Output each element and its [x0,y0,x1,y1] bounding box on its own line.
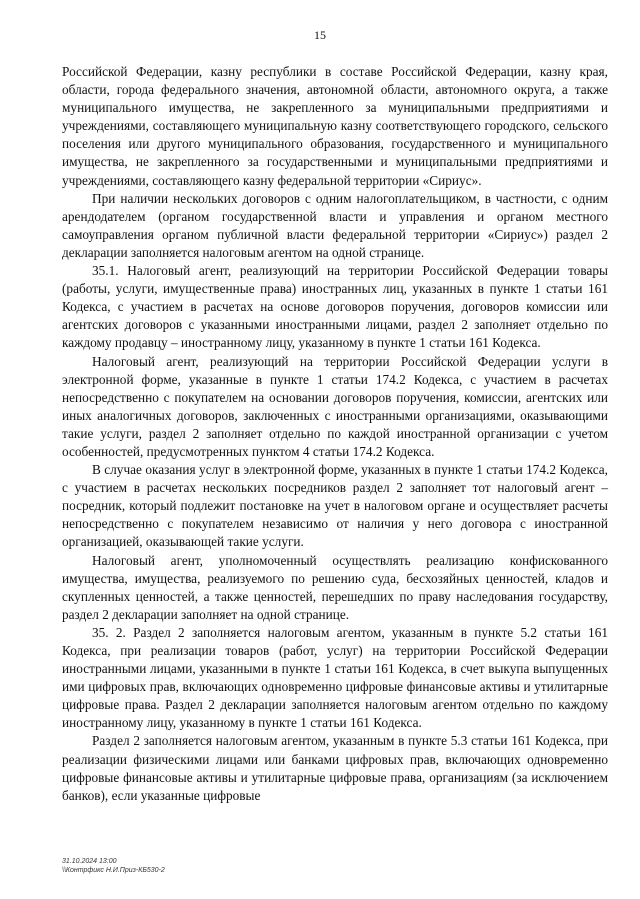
paragraph-1: При наличии нескольких договоров с одним налогоплательщиком, в частности, с одним арендодателем (органом государственной власти и управления и органом местного самоуправления органом публичной власти федеральной территории «Сириус») раздел 2 декларации заполняется налоговым агентом на одной странице. [62,190,608,260]
footer-timestamp: 31.10.2024 13:00 [62,858,117,865]
paragraph-4: В случае оказания услуг в электронной форме, указанных в пункте 1 статьи 174.2 Кодекса, с участием в расчетах нескольких посредников раздел 2 заполняет тот налоговый агент – посредник, который подлежит постановке на учет в налоговом органе и осуществляет расчеты непосредственно с покупателем независимо от наличия у него договора с иностранной организацией, оказывающей такие услуги. [62,462,608,550]
paragraph-5: Налоговый агент, уполномоченный осуществлять реализацию конфискованного имущества, имущества, реализуемого по решению суда, бесхозяйных ценностей, кладов и скупленных ценностей, а также ценностей, перешедших по праву наследования государству, раздел 2 декларации заполняет на одной странице. [62,552,608,622]
paragraph-3: Налоговый агент, реализующий на территории Российской Федерации услуги в электронной форме, указанные в пункте 1 статьи 174.2 Кодекса, с участием в расчетах непосредственно с покупателем на основании договоров поручения, комиссии, агентских или иных аналогичных договоров, заключенных с иностранными организациями, оказывающими такие услуги, раздел 2 заполняет отдельно по каждой иностранной организации с учетом особенностей, предусмотренных пунктом 4 статьи 174.2 Кодекса. [62,353,608,459]
page-number: 15 [314,28,326,42]
document-footer [62,857,165,875]
footer-file-path: \\Контрфикс Н.И.Приз-КБ530-2 [62,867,165,874]
paragraph-0: Российской Федерации, казну республики в составе Российской Федерации, казну края, области, города федерального значения, автономной области, автономного округа, а также муниципального имущества, не закрепленного за муниципальными предприятиями и учреждениями, составляющего муниципальную казну соответствующего городского, сельского поселения или другого муниципального образования, государственного и муниципального имущества, не закрепленного за государственными и муниципальными предприятиями и учреждениями, составляющего казну федеральной территории «Сириус». [62,64,608,188]
document-body [62,63,608,805]
paragraph-2: 35.1. Налоговый агент, реализующий на территории Российской Федерации товары (работы, услуги, имущественные права) иностранных лиц, указанных в пункте 1 статьи 161 Кодекса, с участием в расчетах на основе договоров поручения, договоров комиссии или агентских договоров с указанными иностранными лицами, раздел 2 заполняет отдельно по каждому продавцу – иностранному лицу, указанному в пункте 1 статьи 161 Кодекса. [62,263,608,351]
paragraph-7: Раздел 2 заполняется налоговым агентом, указанным в пункте 5.3 статьи 161 Кодекса, при реализации физическими лицами или банками цифровых прав, включающих одновременно цифровые финансовые активы и утилитарные цифровые права, организациям (за исключением банков), если указанные цифровые [62,733,608,803]
paragraph-6: 35. 2. Раздел 2 заполняется налоговым агентом, указанным в пункте 5.2 статьи 161 Кодекса, при реализации товаров (работ, услуг) на территории Российской Федерации иностранными лицами, указанными в пункте 1 статьи 161 Кодекса, в счет выкупа выпущенных ими цифровых прав, включающих одновременно цифровые финансовые активы и утилитарные цифровые права. Раздел 2 декларации заполняется налоговым агентом отдельно по каждому иностранному лицу, указанному в пункте 1 статьи 161 Кодекса. [62,624,608,731]
